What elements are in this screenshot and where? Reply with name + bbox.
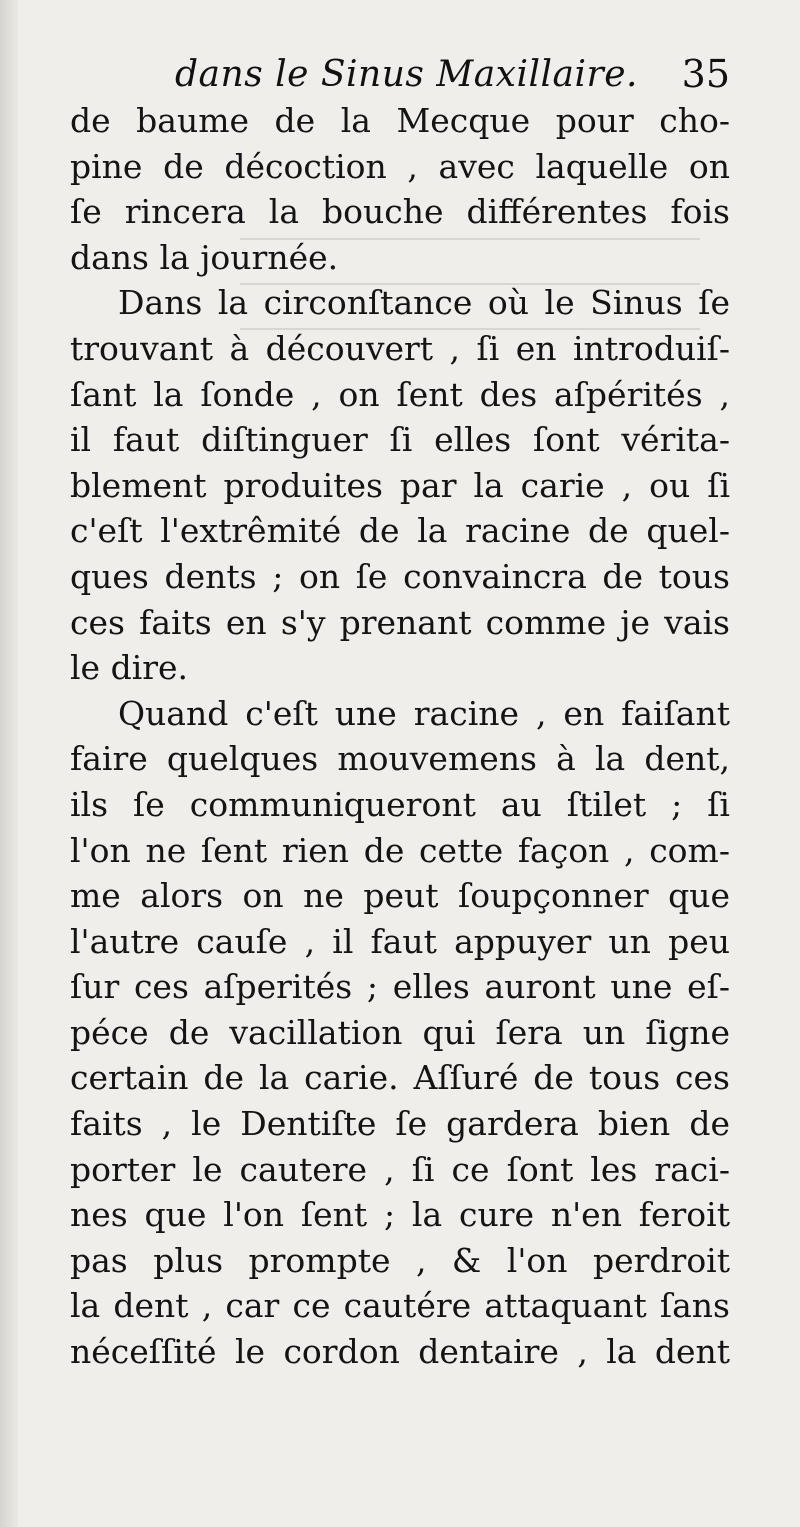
text-line: il faut diſtinguer ſi elles ſont vérita- [70, 420, 730, 460]
text-line: ſur ces aſperités ; elles auront une eſ- [70, 967, 730, 1007]
text-line: pas plus prompte , & l'on perdroit [70, 1240, 730, 1280]
text-line: néceſſité le cordon dentaire , la dent [70, 1332, 730, 1372]
running-title: dans le Sinus Maxillaire. [175, 54, 638, 95]
text-line: la dent , car ce cautére attaquant ſans [70, 1286, 730, 1326]
text-line: l'on ne ſent rien de cette façon , com- [70, 830, 730, 870]
text-line: Quand c'eſt une racine , en faiſant [118, 693, 730, 733]
text-line: faits , le Dentiſte ſe gardera bien de [70, 1104, 730, 1144]
text-line: le dire. [70, 648, 189, 688]
body-text [70, 98, 730, 1375]
text-line: ſe rincera la bouche différentes fois [70, 192, 730, 232]
text-line: dans la journée. [70, 237, 339, 277]
page-number: 35 [681, 52, 730, 96]
text-line: ſant la ſonde , on ſent des aſpérités , [70, 374, 730, 414]
text-line: l'autre cauſe , il faut appuyer un peu [70, 921, 730, 961]
text-line: de baume de la Mecque pour cho- [70, 101, 730, 140]
text-line: trouvant à découvert , ſi en introduiſ- [70, 328, 730, 368]
text-line: faire quelques mouvemens à la dent, [70, 739, 730, 779]
text-line: ces faits en s'y prenant comme je vais [70, 602, 730, 642]
text-line: pine de décoction , avec laquelle on [70, 146, 730, 186]
text-line: certain de la carie. Aſſuré de tous ces [70, 1058, 730, 1098]
text-line: nes que l'on ſent ; la cure n'en feroit [70, 1195, 730, 1235]
page-edge [0, 0, 18, 1527]
text-line: porter le cautere , ſi ce ſont les raci- [70, 1149, 730, 1189]
text-line: me alors on ne peut ſoupçonner que [70, 876, 730, 916]
text-line: ques dents ; on ſe convaincra de tous [70, 556, 730, 596]
text-line: Dans la circonſtance où le Sinus ſe [118, 283, 730, 323]
text-line: péce de vacillation qui ſera un ſigne [70, 1012, 730, 1052]
text-line: c'eſt l'extrêmité de la racine de quel- [70, 511, 730, 551]
text-line: ils ſe communiqueront au ſtilet ; ſi [70, 784, 730, 824]
text-line: blement produites par la carie , ou ſi [70, 465, 730, 505]
running-head [70, 48, 730, 104]
